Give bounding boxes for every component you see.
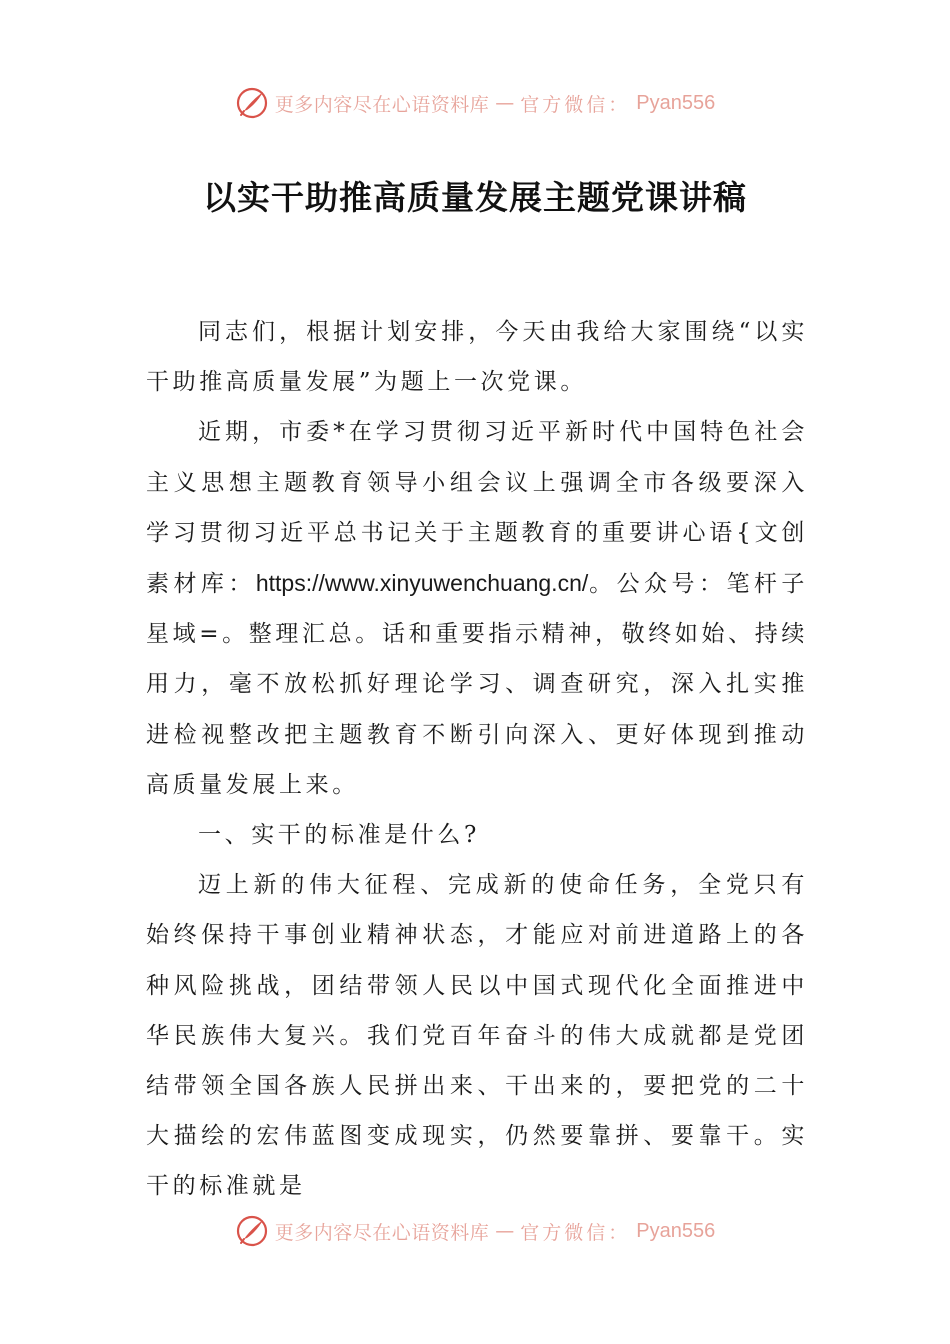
document-title: 以实干助推高质量发展主题党课讲稿 xyxy=(203,178,747,217)
watermark-wechat-id: Pyan556 xyxy=(636,91,716,114)
section-heading-1: 一、实干的标准是什么? xyxy=(198,822,480,849)
watermark-slogan: 更多内容尽在心语资料库 xyxy=(274,93,490,116)
watermark-wechat-id: Pyan556 xyxy=(636,1219,716,1242)
paragraph-intro: 同志们，根据计划安排，今天由我给大家围绕“以实干助推高质量发展”为题上一次党课。 xyxy=(146,319,808,396)
website-url: https://www.xinyuwenchuang.cn/ xyxy=(255,570,589,597)
paragraph-background-part1: 近期，市委*在学习贯彻习近平新时代中国特色社会主义思想主题教育领导小组会议上强调全市各级要深入学习贯彻习近平总书记关于主题教育的重要讲心语{文创素材库： xyxy=(146,419,808,598)
quill-pen-logo-icon xyxy=(235,1214,269,1248)
watermark-dash: — xyxy=(495,92,515,114)
paragraph-background-part2: 。公众号：笔杆子星域=。整理汇总。话和重要指示精神，敬终如始、持续用力，毫不放松抓好理论学习、调查研究，深入扎实推进检视整改把主题教育不断引向深入、更好体现到推动高质量发展上来。 xyxy=(146,571,808,798)
watermark-wechat-label: 官方微信： xyxy=(520,1221,631,1244)
footer-watermark-banner xyxy=(0,1211,950,1251)
watermark-dash: — xyxy=(495,1220,515,1242)
paragraph-background xyxy=(146,407,808,810)
paragraph-section-1: 迈上新的伟大征程、完成新的使命任务，全党只有始终保持干事创业精神状态，才能应对前进道路上的各种风险挑战，团结带领人民以中国式现代化全面推进中华民族伟大复兴。我们党百年奋斗的伟大成就都是党团结带领全国各族人民拼出来、干出来的，要把党的二十大描绘的宏伟蓝图变成现实，仍然要靠拼、要靠干。实干的标准就是 xyxy=(146,872,808,1200)
document-body xyxy=(146,307,808,1212)
quill-pen-logo-icon xyxy=(235,86,269,120)
watermark-slogan: 更多内容尽在心语资料库 xyxy=(274,1221,490,1244)
header-watermark-banner xyxy=(0,83,950,123)
watermark-wechat-label: 官方微信： xyxy=(520,93,631,116)
